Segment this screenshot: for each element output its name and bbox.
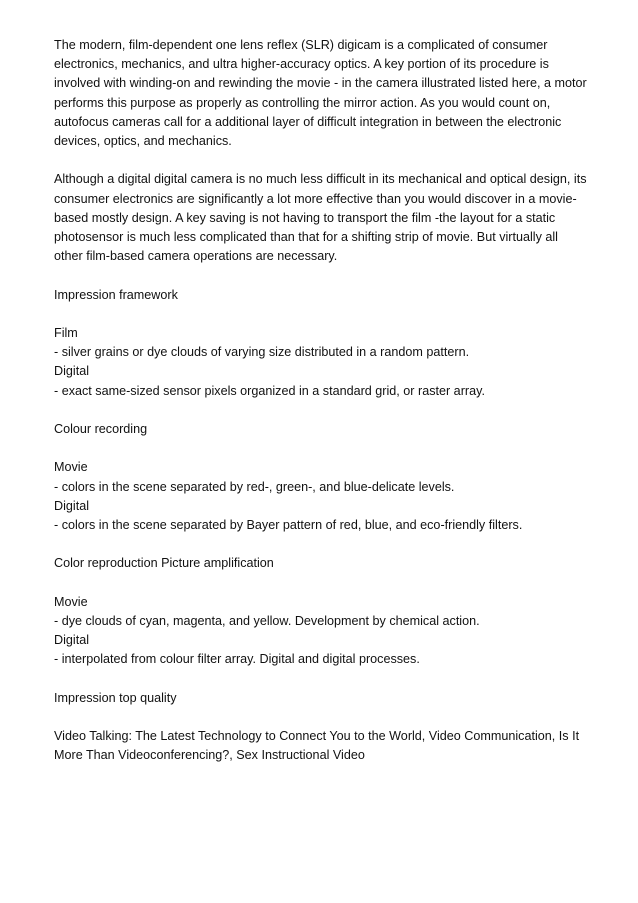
section-line: - interpolated from colour filter array. Digital and digital processes.: [54, 652, 420, 667]
digital-camera-paragraph: Although a digital digital camera is no much less difficult in its mechanical and optical design, its consumer electronics are significantly a lot more effective than you would discover in a movie-based mostly design. A key saving is not having to transport the film -the layout for a static photosensor is much less complicated than that for a shifting strip of movie. But virtually all other film-based camera operations are necessary.: [54, 172, 587, 264]
section-line: Film: [54, 326, 78, 340]
intro-paragraph: The modern, film-dependent one lens reflex (SLR) digicam is a complicated of consumer electronics, mechanics, and ultra higher-accuracy optics. A key portion of its procedure is involved with winding-on and rewinding the movie - in the camera illustrated listed here, a motor performs this purpose as properly as controlling the mirror action. As you would count on, autofocus cameras call for a additional layer of difficult integration in between the electronic devices, optics, and mechanics.: [54, 38, 587, 149]
section-heading-colour-recording: Colour recording: [54, 422, 148, 436]
section-line: - exact same-sized sensor pixels organized in a standard grid, or raster array.: [54, 383, 485, 398]
section-line: Digital: [54, 633, 89, 648]
related-links-text: Video Talking: The Latest Technology to Connect You to the World, Video Communication, Is It More Than Videoconferencing?, Sex Instructional Video: [54, 729, 580, 763]
section-line: Digital: [54, 364, 89, 379]
section-body-colour-recording: [54, 458, 589, 535]
section-line: Movie: [54, 460, 88, 475]
section-heading-color-reproduction: Color reproduction Picture amplification: [54, 556, 274, 571]
section-line: - colors in the scene separated by red-, green-, and blue-delicate levels.: [54, 479, 455, 494]
section-line: - colors in the scene separated by Bayer pattern of red, blue, and eco-friendly filters.: [54, 518, 523, 532]
section-line: Movie: [54, 594, 88, 609]
section-body-impression-framework: [54, 324, 589, 401]
section-body-color-reproduction: [54, 593, 589, 670]
section-heading-impression-framework: Impression framework: [54, 287, 178, 302]
section-line: Digital: [54, 498, 89, 513]
closing-heading: Impression top quality: [54, 690, 177, 705]
section-line: - silver grains or dye clouds of varying size distributed in a random pattern.: [54, 345, 470, 360]
document-page: [54, 36, 589, 766]
section-line: - dye clouds of cyan, magenta, and yellow. Development by chemical action.: [54, 613, 480, 628]
